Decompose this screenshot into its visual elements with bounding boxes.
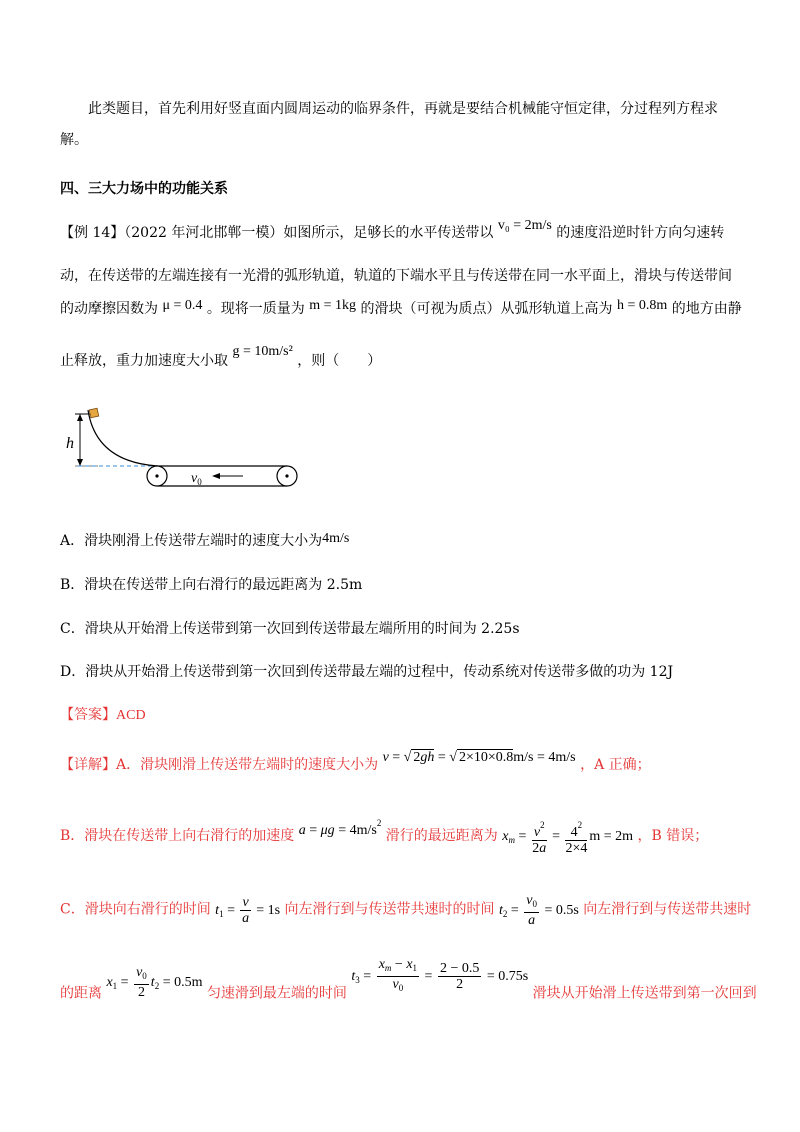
detail-b-acceleration: $a = \mu g = 4m/s^2$ <box>298 818 382 839</box>
slider-block <box>89 408 98 417</box>
gravity-equation: g = 10m/s² <box>232 344 293 359</box>
question-text-3d: 的地方由静 <box>671 301 742 317</box>
intro-line-2: 解。 <box>60 132 88 148</box>
right-pulley-axle <box>285 474 288 477</box>
detail-c-text: C．滑块向右滑行的时间 <box>60 901 211 918</box>
height-label: h <box>66 435 74 452</box>
option-a-text: A．滑块刚滑上传送带左端时的速度大小为 <box>60 533 323 549</box>
detail-b-text: B．滑块在传送带上向右滑行的加速度 <box>60 828 295 845</box>
option-a-value: 4m/s <box>322 531 350 546</box>
question-text-4b: ，则（ ） <box>297 353 382 369</box>
height-equation: h = 0.8m <box>616 298 668 313</box>
detail-c-mid2: 向左滑行到与传送带共速时 <box>583 901 752 918</box>
detail-b-line <box>60 818 708 856</box>
detail-c2-end: 滑块从开始滑上传送带到第一次回到 <box>532 985 757 1002</box>
detail-c-x1: $x_1$ = $\frac{v_0}{2}$ $t_2 = 0.5m$ <box>106 965 203 1000</box>
detail-c2-text: 的距离 <box>60 985 102 1002</box>
detail-a-text: A．滑块刚滑上传送带左端时的速度大小为 <box>116 757 379 773</box>
question-source: （2022 年河北邯郸一模） <box>124 225 284 241</box>
left-pulley-axle <box>155 474 158 477</box>
detail-c2-mid: 匀速滑到最左端的时间 <box>206 985 347 1002</box>
section-heading: 四、三大力场中的功能关系 <box>60 181 228 197</box>
detail-a-line <box>60 750 651 774</box>
belt-velocity-label: $v_0$ <box>191 471 202 487</box>
intro-line-1: 此类题目，首先利用好竖直面内圆周运动的临界条件，再就是要结合机械能守恒定律，分过程列方程求 <box>88 101 718 117</box>
answer-line <box>60 704 146 724</box>
detail-c-mid1: 向左滑行到与传送带共速时的时间 <box>284 901 495 918</box>
question-text-3b: 。现将一质量为 <box>206 301 305 317</box>
question-tag: 【例 14】 <box>60 225 125 241</box>
question-text-3c: 的滑块（可视为质点）从弧形轨道上高为 <box>360 301 613 317</box>
detail-c-t1: $t_1$ = $\frac{v}{a}$ = 1s <box>215 895 281 926</box>
detail-c-line-1 <box>60 893 751 928</box>
detail-a-equation: v = √ 2gh = √ 2×10×0.8m/s = 4m/s <box>382 750 576 765</box>
question-line-4 <box>60 344 382 370</box>
detail-c-line-2 <box>60 957 757 1014</box>
question-line-1 <box>60 218 725 242</box>
question-line-2: 动，在传送带的左端连接有一光滑的弧形轨道，轨道的下端水平且与传送带在同一水平面上，滑块与传送带间 <box>60 268 732 284</box>
velocity-arrow-head <box>212 473 220 479</box>
v0-equation: v₀ = 2m/s <box>497 218 552 233</box>
height-arrow-head-bottom <box>77 459 83 466</box>
detail-a-end: ，A 正确； <box>580 757 651 773</box>
detail-c-t2: $t_2$ = $\frac{v_0}{a}$ = 0.5s <box>498 893 579 928</box>
option-b: B．滑块在传送带上向右滑行的最远距离为 2.5m <box>60 577 363 593</box>
question-line-3 <box>60 298 742 318</box>
question-text-1b: 的速度沿逆时针方向匀速转 <box>556 225 725 241</box>
answer-value: ACD <box>116 708 146 723</box>
detail-c-t3: $t_3$ = $\frac{x_m - x_1}{v_0}$ = $\frac{2 - 0.5}{2}$ = 0.75s <box>351 957 529 993</box>
detail-label: 【详解】 <box>60 757 116 773</box>
detail-b-end: ，B 错误； <box>637 828 709 845</box>
detail-b-distance: $x_m$ = $\frac{v^2}{2a}$ = $\frac{4^2}{2\times 4}$ m = 2m <box>502 820 634 856</box>
curved-track <box>88 410 158 466</box>
detail-b-mid: 滑行的最远距离为 <box>385 828 498 845</box>
question-text-1a: 如图所示，足够长的水平传送带以 <box>283 225 494 241</box>
conveyor-figure <box>58 400 308 492</box>
question-text-3a: 的动摩擦因数为 <box>60 301 158 317</box>
mu-equation: μ = 0.4 <box>162 298 203 313</box>
answer-label: 【答案】 <box>60 707 116 723</box>
option-a <box>60 530 349 550</box>
question-text-4a: 止释放，重力加速度大小取 <box>60 353 228 369</box>
option-c: C．滑块从开始滑上传送带到第一次回到传送带最左端所用的时间为 2.25s <box>60 621 520 637</box>
height-arrow-head-top <box>77 414 83 421</box>
option-d: D．滑块从开始滑上传送带到第一次回到传送带最左端的过程中，传动系统对传送带多做的功为 12J <box>60 664 674 680</box>
mass-equation: m = 1kg <box>309 298 357 313</box>
